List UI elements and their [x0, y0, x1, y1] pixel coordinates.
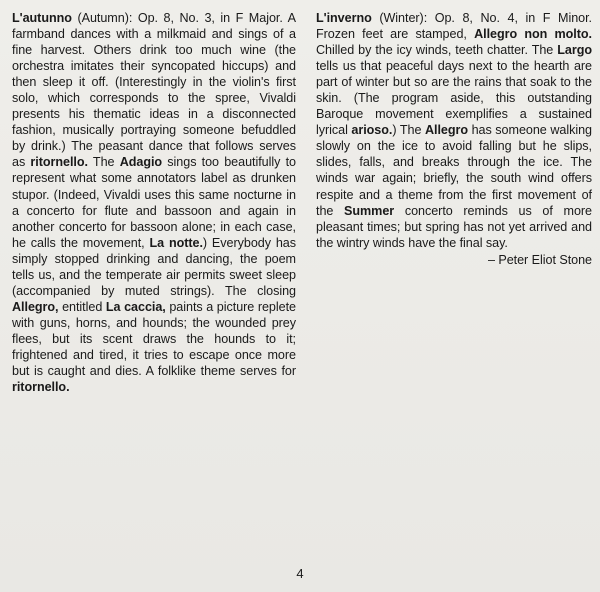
- text-segment: sings too beautifully to represent what some annotators label as drunken stupor. (Indeed, Vivaldi uses this same nocturne in a concerto for flute and bassoon and again in another concerto for bassoon alone; in each case, he calls the movement,: [12, 155, 296, 250]
- text-segment: The: [87, 155, 120, 170]
- text-segment: paints a picture replete with guns, horns, and hounds; the wounded prey flees, but its scent draws the hounds to it; frightened and tired, it tries to escape once more but is caught and dies. A folklike theme serves for: [12, 299, 296, 379]
- text-segment: Largo: [557, 43, 592, 58]
- autumn-paragraph: [12, 10, 296, 395]
- text-segment: (Autumn): Op. 8, No. 3, in F Major. A farmband dances with a milkmaid and sings of a fine harvest. Others drink too much wine (the orchestra imitates their syncopated hiccups) and then sleep it off. (Interestingly in the violin's first solo, which corresponds to the spree, Vivaldi presents his thematic ideas in a disconnected fashion, musically portraying someone befuddled by drink.) The peasant dance that follows serves as: [12, 11, 296, 170]
- text-segment: entitled: [58, 299, 106, 314]
- author-signature: – Peter Eliot Stone: [487, 252, 592, 267]
- text-segment: ) Everybody has simply stopped drinking and dancing, the poem tells us, and the temperate air permits sweet sleep (accompanied by muted strings). The closing: [12, 235, 296, 298]
- text-segment: Allegro non molto.: [474, 27, 592, 42]
- text-segment: Summer: [344, 203, 395, 218]
- text-segment: arioso.: [351, 123, 393, 138]
- text-segment: ) The: [392, 123, 425, 138]
- left-column: [12, 10, 296, 395]
- text-segment: has someone walking slowly on the ice to avoid falling but he slips, slides, falls, and breaks through the ice. The winds war again; briefly, the south wind offers respite and a theme from the first movement of the: [316, 123, 592, 218]
- text-segment: tells us that peaceful days next to the hearth are part of winter but so are the rains that soak to the skin. (The program aside, this outstanding Baroque movement exemplifies a sustained lyrical: [316, 59, 592, 138]
- text-segment: Allegro,: [12, 299, 59, 314]
- text-segment: ritornello.: [12, 380, 70, 395]
- text-segment: La notte.: [149, 235, 203, 250]
- text-segment: L'autunno: [12, 11, 72, 25]
- right-column: [316, 10, 592, 268]
- text-segment: Allegro: [424, 123, 469, 138]
- text-segment: (Winter): Op. 8, No. 4, in F Minor. Frozen feet are stamped,: [316, 11, 592, 42]
- text-segment: La caccia,: [105, 299, 166, 314]
- text-segment: L'inverno: [316, 11, 372, 25]
- text-segment: Chilled by the icy winds, teeth chatter. The: [316, 43, 558, 58]
- text-segment: ritornello.: [30, 155, 88, 170]
- text-segment: concerto reminds us of more pleasant times; but spring has not yet arrived and the wintry winds have the final say.: [316, 203, 592, 250]
- winter-paragraph: [316, 10, 592, 251]
- page-number: 4: [296, 566, 304, 581]
- text-segment: Adagio: [119, 155, 163, 170]
